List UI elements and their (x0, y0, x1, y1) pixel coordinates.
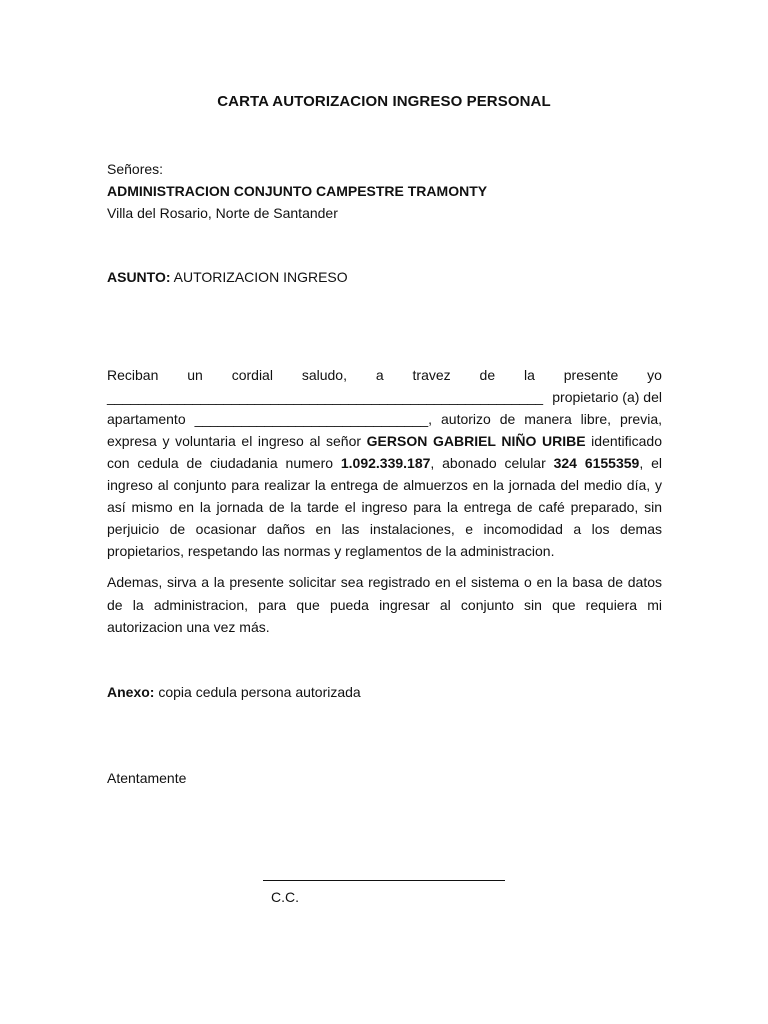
body-text-part2: identificado con cedula de ciudadania numero (107, 433, 663, 471)
body-word: saludo, (301, 367, 347, 383)
body-word: cordial (231, 367, 273, 383)
apartment-blank: ______________________________ (194, 411, 429, 427)
body-word: yo (647, 367, 662, 383)
annex-label: Anexo: (107, 684, 155, 700)
owner-name-blank: ________________________________________________________ (107, 389, 544, 405)
phone-number: 324 6155359 (553, 455, 640, 471)
signature-line (263, 880, 505, 881)
body-paragraph-2: Ademas, sirva a la presente solicitar sea registrado en el sistema o en la basa de datos de la administracion, para que pueda ingresar al conjunto sin que requiera mi autorizacion una vez más. (107, 574, 662, 635)
body-word: travez (412, 367, 451, 383)
subject-line (107, 266, 662, 288)
recipient-organization (107, 180, 662, 202)
body-word: un (187, 367, 203, 383)
body-word: la (523, 367, 535, 383)
body-text-part3: , abonado celular (430, 455, 554, 471)
body-word: Reciban (107, 367, 159, 383)
recipient-block (107, 158, 662, 224)
apartment-label: apartamento (107, 411, 186, 427)
recipient-location: Villa del Rosario, Norte de Santander (107, 205, 338, 221)
document-title: CARTA AUTORIZACION INGRESO PERSONAL (217, 93, 551, 110)
recipient-organization-text: ADMINISTRACION CONJUNTO CAMPESTRE TRAMONTY (107, 183, 488, 199)
body-text-part4: , el ingreso al conjunto para realizar la entrega de almuerzos en la jornada del medio día, y así mismo en la jornada de la tarde el ingreso para la entrega de café preparado, sin perjuicio de ocasionar daños en las instalaciones, e incomodidad a los demas propietarios, respetando las normas y reglamentos de la administracion. (107, 455, 662, 559)
id-number: 1.092.339.187 (340, 455, 431, 471)
signature-cc-label: C.C. (271, 889, 299, 905)
body-word: presente (563, 367, 619, 383)
body-word: a (375, 367, 384, 383)
body-paragraph-1-rest (107, 408, 662, 562)
body-word: de (479, 367, 496, 383)
subject-text: AUTORIZACION INGRESO (173, 269, 348, 285)
annex-text: copia cedula persona autorizada (158, 684, 361, 700)
subject-label: ASUNTO: (107, 269, 171, 285)
authorized-person-name: GERSON GABRIEL NIÑO URIBE (366, 433, 586, 449)
body-paragraph-1 (107, 364, 662, 562)
body-line-1 (107, 364, 662, 386)
body-line-2 (107, 386, 662, 408)
body-text-part1: , autorizo de manera libre, previa, expresa y voluntaria el ingreso al señor (107, 411, 662, 449)
salutation: Señores: (107, 161, 164, 177)
annex-line (107, 681, 662, 703)
owner-blank-suffix: propietario (a) del (552, 389, 662, 405)
closing: Atentamente (107, 770, 187, 786)
